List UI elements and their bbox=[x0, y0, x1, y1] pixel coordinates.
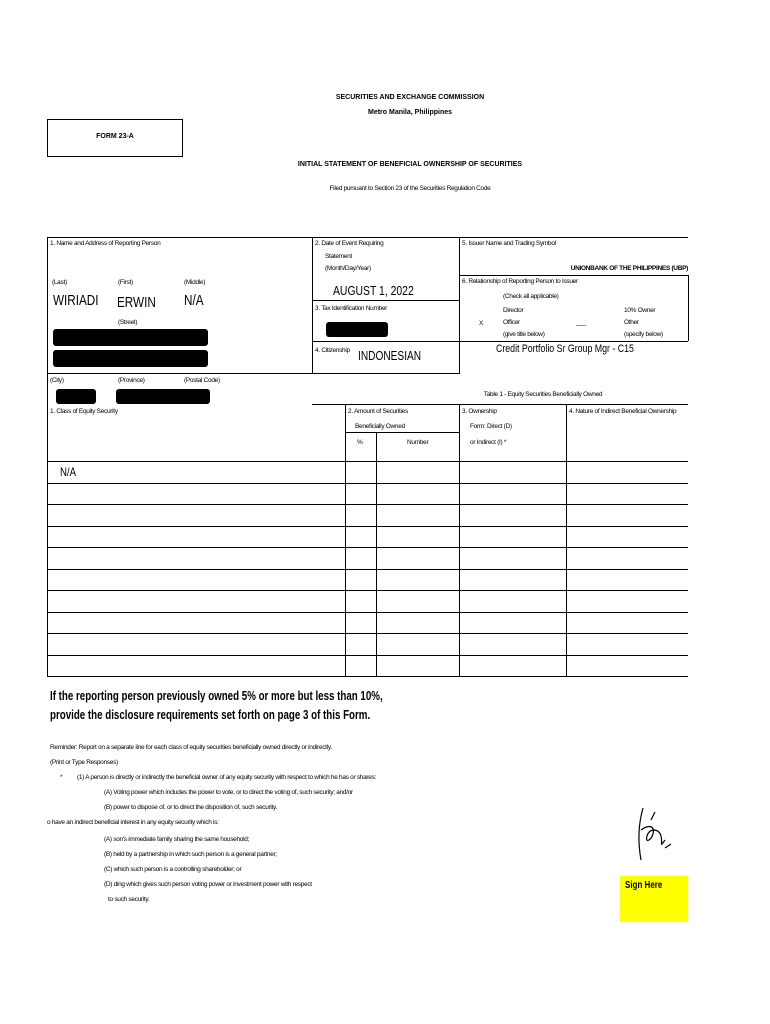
footnote-1b: (B) power to dispose of, or to direct the disposition of, such security. bbox=[104, 804, 278, 811]
section1-label: 1. Name and Address of Reporting Person bbox=[50, 240, 161, 247]
street-label: (Street) bbox=[118, 319, 138, 326]
table-row-line bbox=[47, 633, 688, 634]
sec3-top-rule bbox=[312, 300, 459, 301]
col-ownership-header: 3. Ownership bbox=[462, 408, 497, 415]
first-name-value: ERWIN bbox=[117, 294, 156, 311]
col-class-header: 1. Class of Equity Security bbox=[50, 408, 118, 415]
section6-label: 6. Relationship of Reporting Person to Issuer bbox=[462, 278, 578, 285]
table-row-line bbox=[47, 504, 688, 505]
divider-col5 bbox=[459, 237, 460, 373]
table-row-line bbox=[47, 526, 688, 527]
sec6-right-rule bbox=[688, 275, 689, 341]
form-label-box bbox=[47, 119, 183, 157]
amount-sub-rule bbox=[345, 432, 459, 433]
citizenship-value: INDONESIAN bbox=[358, 348, 422, 363]
event-date-value: AUGUST 1, 2022 bbox=[333, 283, 414, 298]
col-ownership-header-2: Form: Direct (D) bbox=[470, 423, 512, 430]
col-number-header: Number bbox=[407, 439, 429, 446]
reminder-note: Reminder: Report on a separate line for each class of equity securities beneficially owned directly or indirectly. bbox=[50, 744, 332, 751]
disclosure-note-line-1: If the reporting person previously owned 5% or more but less than 10%, bbox=[50, 688, 383, 703]
other-option[interactable]: Other bbox=[624, 319, 639, 326]
agency-name: SECURITIES AND EXCHANGE COMMISSION bbox=[335, 94, 485, 101]
divider-col2 bbox=[312, 237, 313, 373]
top-rule bbox=[47, 237, 688, 238]
officer-option[interactable]: Officer bbox=[503, 319, 520, 326]
city-row-rule bbox=[47, 373, 460, 374]
first-name-label: (First) bbox=[118, 279, 133, 286]
table-row-line bbox=[47, 483, 688, 484]
footnote-1: (1) A person is directly or indirectly the beneficial owner of any equity security with respect to which he has or shares: bbox=[77, 774, 377, 781]
col-amount-header: 2. Amount of Securities bbox=[348, 408, 408, 415]
footnote-2a: (A) son's immediate family sharing the same household; bbox=[104, 836, 250, 843]
redacted-city bbox=[56, 389, 96, 404]
table-row-line bbox=[47, 461, 688, 462]
province-label: (Province) bbox=[118, 377, 145, 384]
redacted-street-2 bbox=[53, 350, 208, 367]
footnote-star: * bbox=[60, 774, 63, 781]
section5-label: 5. Issuer Name and Trading Symbol bbox=[462, 240, 556, 247]
redacted-province bbox=[116, 389, 210, 404]
sign-here-label: Sign Here bbox=[625, 880, 663, 891]
sign-here-box[interactable] bbox=[620, 876, 688, 922]
issuer-name: UNIONBANK OF THE PHILIPPINES (UBP) bbox=[570, 265, 688, 272]
check-note: (Check all applicable) bbox=[503, 293, 559, 300]
last-name-value: WIRIADI bbox=[53, 292, 99, 309]
officer-line: ___ bbox=[576, 319, 586, 326]
col-nature-header: 4. Nature of Indirect Beneficial Ownership bbox=[569, 408, 677, 415]
disclosure-note-line-2: provide the disclosure requirements set forth on page 3 of this Form. bbox=[50, 707, 371, 722]
col-percent-header: % bbox=[357, 439, 363, 446]
redacted-street-1 bbox=[53, 329, 208, 346]
footnote-2c: (C) which such person is a controlling shareholder; or bbox=[104, 866, 242, 873]
form-subtitle: Filed pursuant to Section 23 of the Securities Regulation Code bbox=[329, 185, 491, 192]
left-rule bbox=[47, 237, 48, 677]
middle-name-value: N/A bbox=[184, 292, 204, 309]
table-row-line bbox=[47, 569, 688, 570]
signature-scribble bbox=[625, 800, 675, 870]
officer-check-mark[interactable]: X bbox=[479, 320, 484, 327]
table-row-line bbox=[47, 655, 688, 656]
section2-label-3: (Month/Day/Year) bbox=[325, 265, 371, 272]
col-amount-header-2: Beneficially Owned bbox=[355, 423, 405, 430]
form-title: INITIAL STATEMENT OF BENEFICIAL OWNERSHIP OF SECURITIES bbox=[297, 161, 523, 168]
table-row-line bbox=[47, 590, 688, 591]
section4-label: 4. Citizenship bbox=[315, 347, 350, 354]
section3-label: 3. Tax Identification Number bbox=[315, 305, 388, 312]
col-ownership-header-3: or Indirect (I) * bbox=[470, 439, 507, 446]
ten-percent-owner-option[interactable]: 10% Owner bbox=[624, 307, 656, 314]
city-label: (City) bbox=[50, 377, 64, 384]
table-head-top bbox=[312, 404, 688, 405]
redacted-tin bbox=[326, 322, 388, 337]
table-vline-2 bbox=[376, 432, 377, 677]
table-row-line bbox=[47, 676, 688, 677]
section2-label-2: Statement bbox=[325, 253, 352, 260]
table-vline-3 bbox=[459, 404, 460, 677]
table-vline-4 bbox=[566, 404, 567, 677]
footnote-2: o have an indirect beneficial interest in any equity security which is: bbox=[47, 819, 219, 826]
sec4-top-rule bbox=[312, 341, 688, 342]
last-name-label: (Last) bbox=[52, 279, 67, 286]
give-title-note: (give title below) bbox=[503, 331, 545, 338]
table-caption: Table 1 - Equity Securities Beneficially Owned bbox=[483, 391, 603, 398]
footnote-2e: to such security. bbox=[108, 896, 150, 903]
footnote-2d: (D) ding which gives such person voting power or investment power with respect bbox=[104, 881, 312, 888]
footnote-2b: (B) held by a partnership in which such person is a general partner; bbox=[104, 851, 277, 858]
table-vline-1 bbox=[345, 404, 346, 677]
agency-location: Metro Manila, Philippines bbox=[367, 109, 453, 116]
middle-name-label: (Middle) bbox=[184, 279, 206, 286]
form-label: FORM 23-A bbox=[96, 133, 134, 140]
table-row-line bbox=[47, 612, 688, 613]
specify-note: (specify below) bbox=[624, 331, 663, 338]
director-option[interactable]: Director bbox=[503, 307, 524, 314]
postal-code-label: (Postal Code) bbox=[184, 377, 220, 384]
sec6-top-rule bbox=[459, 275, 688, 276]
print-note: (Print or Type Responses) bbox=[50, 759, 118, 766]
footnote-1a: (A) Voting power which includes the power to vote, or to direct the voting of, such security; and/or bbox=[104, 789, 353, 796]
first-row-class-value: N/A bbox=[60, 465, 77, 479]
officer-title-value: Credit Portfolio Sr Group Mgr - C15 bbox=[496, 343, 634, 355]
section2-label: 2. Date of Event Requiring bbox=[315, 240, 384, 247]
table-row-line bbox=[47, 547, 688, 548]
